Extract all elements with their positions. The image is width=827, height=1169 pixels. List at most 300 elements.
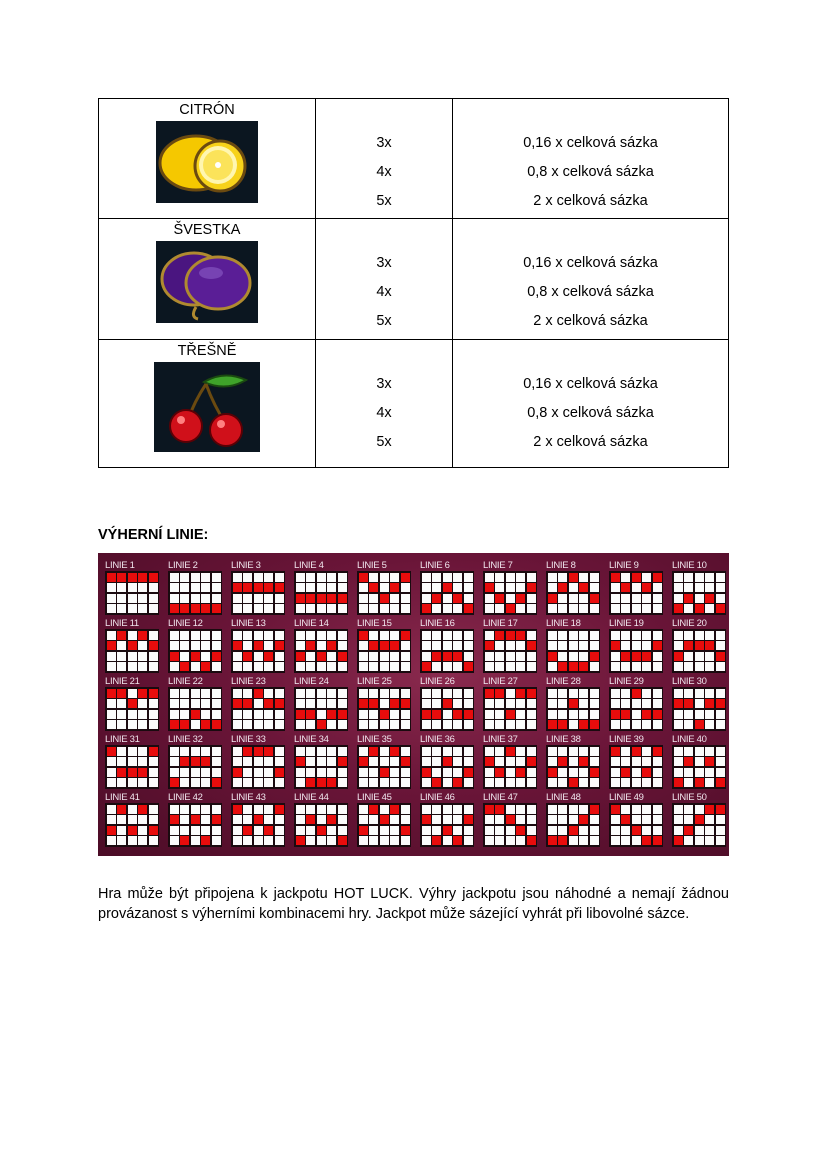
payline-cell-active xyxy=(485,689,494,698)
payline-cell xyxy=(233,652,242,661)
payline-cell xyxy=(716,768,725,777)
payline-cell-active xyxy=(359,826,368,835)
payline-cell xyxy=(611,720,620,729)
payline-cell xyxy=(149,662,158,671)
payline-cell xyxy=(306,836,315,845)
payline-cell xyxy=(212,826,221,835)
payline-label: LINIE 4 xyxy=(294,560,324,571)
payline-13 xyxy=(225,614,285,670)
payline-cell xyxy=(254,710,263,719)
payline-cell xyxy=(527,631,536,640)
payline-cell xyxy=(233,826,242,835)
payline-cell-active xyxy=(317,652,326,661)
payline-cell xyxy=(464,573,473,582)
payline-cell xyxy=(642,604,651,613)
payline-cell xyxy=(548,710,557,719)
payline-cell xyxy=(516,805,525,814)
payline-cell xyxy=(338,805,347,814)
payline-cell xyxy=(264,757,273,766)
payline-label: LINIE 46 xyxy=(420,792,455,803)
payline-cell xyxy=(191,768,200,777)
payline-cell-active xyxy=(264,652,273,661)
payline-cell xyxy=(443,815,452,824)
payline-cell xyxy=(443,778,452,787)
payline-cell xyxy=(422,747,431,756)
payline-cell xyxy=(306,662,315,671)
payline-cell-active xyxy=(243,826,252,835)
count: 4x xyxy=(376,284,392,300)
payline-cell xyxy=(558,710,567,719)
payout: 0,8 x celková sázka xyxy=(527,284,654,300)
payline-cell xyxy=(653,699,662,708)
payline-cell xyxy=(548,583,557,592)
payline-cell xyxy=(653,778,662,787)
payline-cell xyxy=(506,573,515,582)
payline-cell xyxy=(464,757,473,766)
payline-cell-active xyxy=(705,757,714,766)
payline-grid xyxy=(609,629,663,673)
payline-cell-active xyxy=(254,583,263,592)
paytable-row-lemon xyxy=(99,99,729,219)
payline-label: LINIE 8 xyxy=(546,560,576,571)
payline-cell-active xyxy=(621,768,630,777)
payline-cell-active xyxy=(369,805,378,814)
symbol-name: ŠVESTKA xyxy=(173,222,241,238)
payline-cell xyxy=(716,583,725,592)
payline-cell xyxy=(191,699,200,708)
payline-cell-active xyxy=(611,747,620,756)
payline-cell-active xyxy=(464,815,473,824)
payline-cell xyxy=(117,662,126,671)
payline-cell xyxy=(579,631,588,640)
payline-grid xyxy=(105,687,159,731)
payline-cell xyxy=(264,805,273,814)
payline-cell xyxy=(516,652,525,661)
payline-cell xyxy=(117,641,126,650)
payline-cell xyxy=(401,604,410,613)
payline-cell xyxy=(191,594,200,603)
payline-cell xyxy=(453,604,462,613)
payline-cell xyxy=(674,720,683,729)
payline-cell xyxy=(327,836,336,845)
payline-9 xyxy=(603,556,663,612)
payline-cell xyxy=(674,689,683,698)
payline-cell xyxy=(338,826,347,835)
payline-cell-active xyxy=(317,826,326,835)
payline-cell xyxy=(201,594,210,603)
payline-cell xyxy=(212,641,221,650)
payline-cell xyxy=(443,641,452,650)
payline-cell xyxy=(359,836,368,845)
payline-cell xyxy=(296,805,305,814)
payline-cell xyxy=(306,631,315,640)
payline-cell xyxy=(369,594,378,603)
payline-cell-active xyxy=(506,815,515,824)
payline-cell xyxy=(254,778,263,787)
payline-cell-active xyxy=(107,689,116,698)
payline-cell-active xyxy=(149,826,158,835)
payline-cell xyxy=(138,699,147,708)
payline-cell xyxy=(621,573,630,582)
payline-cell-active xyxy=(527,757,536,766)
payline-cell-active xyxy=(674,652,683,661)
payline-cell xyxy=(170,699,179,708)
payline-cell xyxy=(401,836,410,845)
payline-cell-active xyxy=(275,768,284,777)
payline-cell xyxy=(338,631,347,640)
payline-cell xyxy=(506,652,515,661)
payline-cell xyxy=(632,836,641,845)
payline-cell-active xyxy=(716,699,725,708)
payline-cell xyxy=(390,778,399,787)
payline-cell-active xyxy=(611,805,620,814)
payline-cell-active xyxy=(611,641,620,650)
payline-cell xyxy=(170,662,179,671)
payline-cell xyxy=(233,662,242,671)
payline-cell-active xyxy=(590,594,599,603)
payline-cell-active xyxy=(632,747,641,756)
payline-cell xyxy=(495,604,504,613)
payline-label: LINIE 2 xyxy=(168,560,198,571)
payout: 2 x celková sázka xyxy=(533,313,648,329)
payline-grid xyxy=(672,803,726,847)
payline-cell xyxy=(338,641,347,650)
payline-cell xyxy=(579,689,588,698)
payline-cell xyxy=(306,604,315,613)
payline-cell xyxy=(327,699,336,708)
payline-cell xyxy=(453,631,462,640)
payline-grid xyxy=(231,571,285,615)
payline-cell xyxy=(611,689,620,698)
payline-grid xyxy=(357,803,411,847)
payline-cell-active xyxy=(380,710,389,719)
payline-cell xyxy=(590,699,599,708)
payline-cell xyxy=(117,699,126,708)
payline-cell xyxy=(390,652,399,661)
payline-label: LINIE 40 xyxy=(672,734,707,745)
payline-cell xyxy=(632,757,641,766)
payline-cell-active xyxy=(674,778,683,787)
payline-cell xyxy=(243,710,252,719)
payline-cell xyxy=(674,805,683,814)
payline-cell-active xyxy=(138,689,147,698)
payline-cell xyxy=(516,836,525,845)
payline-cell xyxy=(674,826,683,835)
payline-cell-active xyxy=(548,768,557,777)
payline-cell-active xyxy=(107,573,116,582)
payline-37 xyxy=(477,730,537,786)
payline-cell xyxy=(338,583,347,592)
payline-cell xyxy=(212,583,221,592)
payline-cell xyxy=(117,604,126,613)
payline-43 xyxy=(225,788,285,844)
payline-cell xyxy=(180,689,189,698)
payline-cell-active xyxy=(684,641,693,650)
payline-label: LINIE 35 xyxy=(357,734,392,745)
payline-cell xyxy=(621,641,630,650)
payline-cell xyxy=(579,594,588,603)
payline-34 xyxy=(288,730,348,786)
payline-cell xyxy=(275,573,284,582)
payline-cell-active xyxy=(611,710,620,719)
payline-cell xyxy=(128,710,137,719)
payline-cell xyxy=(390,689,399,698)
payline-cell-active xyxy=(443,699,452,708)
payline-cell xyxy=(705,826,714,835)
payline-cell xyxy=(212,805,221,814)
payline-cell-active xyxy=(327,710,336,719)
payline-cell xyxy=(338,778,347,787)
payline-cell xyxy=(464,747,473,756)
payline-cell xyxy=(432,805,441,814)
payline-cell xyxy=(632,583,641,592)
payline-cell xyxy=(138,747,147,756)
payline-cell xyxy=(558,815,567,824)
payline-grid xyxy=(420,803,474,847)
payline-20 xyxy=(666,614,726,670)
payline-cell xyxy=(695,699,704,708)
payline-cell xyxy=(485,573,494,582)
payline-cell xyxy=(233,689,242,698)
payline-cell xyxy=(632,631,641,640)
payline-cell-active xyxy=(170,604,179,613)
payline-cell xyxy=(212,662,221,671)
payline-cell xyxy=(422,583,431,592)
payline-cell-active xyxy=(275,805,284,814)
payline-cell xyxy=(117,836,126,845)
payline-cell xyxy=(233,778,242,787)
payline-cell xyxy=(275,594,284,603)
payline-cell xyxy=(674,594,683,603)
payline-cell xyxy=(254,805,263,814)
payline-cell-active xyxy=(369,747,378,756)
payline-cell xyxy=(275,710,284,719)
payline-cell-active xyxy=(191,815,200,824)
payline-cell-active xyxy=(212,778,221,787)
payline-cell xyxy=(716,662,725,671)
payline-cell xyxy=(453,641,462,650)
payline-cell xyxy=(380,778,389,787)
payline-cell-active xyxy=(191,652,200,661)
payline-cell xyxy=(390,720,399,729)
payline-cell-active xyxy=(527,641,536,650)
payline-cell xyxy=(369,573,378,582)
payline-cell xyxy=(170,573,179,582)
payline-cell xyxy=(653,583,662,592)
payline-cell xyxy=(621,836,630,845)
payline-cell xyxy=(317,768,326,777)
payline-cell xyxy=(107,815,116,824)
payline-cell xyxy=(432,768,441,777)
payline-cell xyxy=(128,604,137,613)
payline-cell xyxy=(138,815,147,824)
payline-grid xyxy=(609,803,663,847)
payline-cell-active xyxy=(642,652,651,661)
payline-grid xyxy=(483,745,537,789)
payline-label: LINIE 5 xyxy=(357,560,387,571)
payline-cell xyxy=(632,594,641,603)
payline-cell xyxy=(506,757,515,766)
payline-label: LINIE 12 xyxy=(168,618,203,629)
payline-cell xyxy=(296,699,305,708)
payline-cell-active xyxy=(632,826,641,835)
payline-cell-active xyxy=(138,573,147,582)
payline-cell xyxy=(632,805,641,814)
payline-cell xyxy=(569,768,578,777)
payline-cell xyxy=(390,768,399,777)
payline-cell xyxy=(369,757,378,766)
payline-cell xyxy=(170,583,179,592)
payline-cell xyxy=(705,583,714,592)
payline-grid xyxy=(294,745,348,789)
payline-cell xyxy=(212,631,221,640)
payline-cell xyxy=(390,594,399,603)
payline-cell xyxy=(684,805,693,814)
payline-cell xyxy=(128,836,137,845)
payline-cell xyxy=(443,768,452,777)
payline-cell xyxy=(390,662,399,671)
payline-12 xyxy=(162,614,222,670)
payline-cell xyxy=(695,573,704,582)
payline-cell xyxy=(243,641,252,650)
payline-cell-active xyxy=(306,594,315,603)
payline-cell xyxy=(527,815,536,824)
count: 5x xyxy=(376,434,392,450)
payline-cell xyxy=(359,768,368,777)
payline-2 xyxy=(162,556,222,612)
payline-cell xyxy=(548,631,557,640)
payline-cell xyxy=(579,747,588,756)
payline-cell xyxy=(579,604,588,613)
payline-cell xyxy=(254,662,263,671)
payline-cell xyxy=(380,652,389,661)
payline-cell xyxy=(117,826,126,835)
payline-cell xyxy=(138,583,147,592)
payline-cell-active xyxy=(695,641,704,650)
payline-grid xyxy=(609,745,663,789)
payline-cell-active xyxy=(149,747,158,756)
payline-cell-active xyxy=(128,768,137,777)
payline-cell-active xyxy=(653,573,662,582)
payline-label: LINIE 7 xyxy=(483,560,513,571)
payline-cell-active xyxy=(191,710,200,719)
payline-cell xyxy=(590,815,599,824)
payline-cell xyxy=(138,604,147,613)
payline-cell xyxy=(296,768,305,777)
payline-cell-active xyxy=(705,594,714,603)
cherries-icon xyxy=(154,362,260,452)
payline-cell xyxy=(579,641,588,650)
payline-cell xyxy=(674,641,683,650)
payline-cell xyxy=(674,583,683,592)
payline-cell xyxy=(674,631,683,640)
payline-cell xyxy=(149,583,158,592)
payline-cell xyxy=(138,652,147,661)
payline-cell xyxy=(138,778,147,787)
symbol-name: TŘEŠNĚ xyxy=(177,343,237,359)
payline-cell xyxy=(359,805,368,814)
payline-cell xyxy=(506,805,515,814)
payline-grid xyxy=(672,687,726,731)
payline-cell-active xyxy=(264,826,273,835)
payline-cell xyxy=(254,699,263,708)
payline-cell-active xyxy=(149,573,158,582)
payline-cell xyxy=(264,641,273,650)
count: 5x xyxy=(376,193,392,209)
payline-cell-active xyxy=(443,826,452,835)
payline-cell xyxy=(516,710,525,719)
payline-cell-active xyxy=(117,631,126,640)
payline-cell xyxy=(170,757,179,766)
payline-cell xyxy=(432,662,441,671)
payline-cell xyxy=(275,826,284,835)
payline-cell xyxy=(705,778,714,787)
payline-cell-active xyxy=(569,826,578,835)
payline-cell xyxy=(306,652,315,661)
payline-cell xyxy=(464,652,473,661)
payline-cell xyxy=(296,720,305,729)
payline-cell xyxy=(107,720,116,729)
payline-cell xyxy=(128,631,137,640)
payline-cell xyxy=(653,689,662,698)
payline-cell-active xyxy=(117,768,126,777)
payline-grid xyxy=(483,803,537,847)
payline-cell xyxy=(359,604,368,613)
payline-cell xyxy=(579,768,588,777)
payline-cell xyxy=(243,662,252,671)
payline-cell xyxy=(495,836,504,845)
payline-cell xyxy=(716,594,725,603)
payline-cell xyxy=(254,720,263,729)
payline-cell xyxy=(107,757,116,766)
payline-cell xyxy=(695,689,704,698)
payline-cell xyxy=(705,652,714,661)
payline-cell xyxy=(695,826,704,835)
payline-35 xyxy=(351,730,411,786)
payline-cell xyxy=(128,815,137,824)
payline-cell xyxy=(233,594,242,603)
payline-cell-active xyxy=(117,573,126,582)
payline-cell xyxy=(254,604,263,613)
payline-grid xyxy=(546,629,600,673)
jackpot-paragraph: Hra může být připojena k jackpotu HOT LUCK. Výhry jackpotu jsou náhodné a nemají žádnou provázanost s výherními kombinacemi hry. Jackpot může sázející vyhrát při libovolné sázce. xyxy=(98,886,729,922)
payline-29 xyxy=(603,672,663,728)
payline-cell xyxy=(275,836,284,845)
payline-cell-active xyxy=(338,757,347,766)
payline-cell-active xyxy=(485,641,494,650)
payline-cell xyxy=(191,641,200,650)
payline-cell xyxy=(401,720,410,729)
payline-cell xyxy=(264,778,273,787)
payline-cell-active xyxy=(380,815,389,824)
payline-cell xyxy=(642,826,651,835)
payline-cell xyxy=(422,573,431,582)
payline-cell xyxy=(443,805,452,814)
payline-cell-active xyxy=(327,815,336,824)
payline-cell xyxy=(128,594,137,603)
payline-cell xyxy=(632,768,641,777)
payline-cell-active xyxy=(243,583,252,592)
payline-label: LINIE 29 xyxy=(609,676,644,687)
payline-cell xyxy=(621,662,630,671)
payline-cell-active xyxy=(390,747,399,756)
payline-cell xyxy=(338,747,347,756)
payline-label: LINIE 11 xyxy=(105,618,139,629)
payline-cell xyxy=(621,689,630,698)
payline-cell xyxy=(464,826,473,835)
payline-cell xyxy=(359,720,368,729)
payline-cell-active xyxy=(684,699,693,708)
